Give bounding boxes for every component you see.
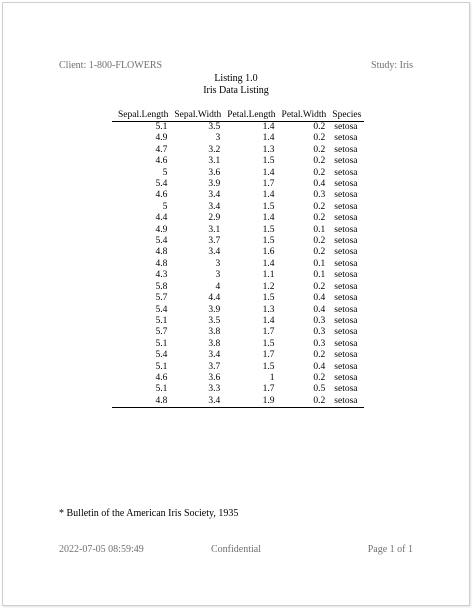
cell-sepal-width: 3 xyxy=(215,133,221,144)
cell-sepal-width: 3.8 xyxy=(208,327,221,338)
cell-species: setosa xyxy=(334,236,358,247)
cell-sepal-width: 3.7 xyxy=(208,361,221,372)
cell-petal-width: 0.4 xyxy=(313,179,326,190)
cell-species: setosa xyxy=(334,201,358,212)
cell-petal-width: 0.4 xyxy=(313,361,326,372)
table-row xyxy=(112,350,364,361)
cell-petal-width: 0.1 xyxy=(313,258,326,269)
iris-data-table xyxy=(112,109,364,408)
table-header-row xyxy=(112,109,364,122)
cell-petal-length: 1.2 xyxy=(262,281,275,292)
cell-species: setosa xyxy=(334,213,358,224)
table-row xyxy=(112,316,364,327)
cell-petal-length: 1.4 xyxy=(262,122,275,132)
study-label: Study: Iris xyxy=(371,60,413,71)
cell-sepal-width: 3.6 xyxy=(208,167,221,178)
cell-petal-width: 0.2 xyxy=(313,201,326,212)
cell-sepal-width: 3 xyxy=(215,270,221,281)
cell-sepal-width: 3.1 xyxy=(208,156,221,167)
cell-sepal-width: 3.4 xyxy=(208,247,221,258)
title-block xyxy=(3,73,469,97)
cell-sepal-width: 4 xyxy=(215,281,221,292)
footnote: * Bulletin of the American Iris Society, 1935 xyxy=(59,508,239,519)
cell-sepal-length: 4.9 xyxy=(155,224,168,235)
table-row xyxy=(112,156,364,167)
cell-petal-length: 1.4 xyxy=(262,213,275,224)
cell-petal-width: 0.4 xyxy=(313,304,326,315)
table-row xyxy=(112,327,364,338)
cell-sepal-width: 3.4 xyxy=(208,201,221,212)
cell-petal-width: 0.2 xyxy=(313,350,326,361)
cell-petal-length: 1.5 xyxy=(262,361,275,372)
cell-sepal-length: 4.3 xyxy=(155,270,168,281)
cell-species: setosa xyxy=(334,361,358,372)
cell-petal-length: 1.7 xyxy=(262,350,275,361)
cell-petal-width: 0.1 xyxy=(313,224,326,235)
cell-sepal-width: 3.5 xyxy=(208,315,221,326)
cell-sepal-length: 5.7 xyxy=(155,327,168,338)
cell-sepal-length: 4.6 xyxy=(155,372,168,383)
table-row xyxy=(112,270,364,281)
table-row xyxy=(112,145,364,156)
footer-confidential: Confidential xyxy=(211,544,261,555)
cell-species: setosa xyxy=(334,224,358,235)
cell-sepal-length: 4.4 xyxy=(155,213,168,224)
cell-petal-length: 1.4 xyxy=(262,133,275,144)
cell-petal-width: 0.2 xyxy=(313,281,326,292)
cell-species: setosa xyxy=(334,156,358,167)
cell-petal-width: 0.3 xyxy=(313,315,326,326)
cell-petal-length: 1.3 xyxy=(262,304,275,315)
cell-species: setosa xyxy=(334,304,358,315)
cell-petal-length: 1.1 xyxy=(262,270,275,281)
cell-sepal-width: 3.5 xyxy=(208,122,221,132)
cell-sepal-length: 5.1 xyxy=(155,384,168,395)
cell-petal-length: 1 xyxy=(269,372,275,383)
cell-petal-length: 1.9 xyxy=(224,396,278,408)
cell-sepal-width: 3.4 xyxy=(208,350,221,361)
footer-timestamp: 2022-07-05 08:59:49 xyxy=(59,544,144,555)
client-label: Client: 1-800-FLOWERS xyxy=(59,60,163,71)
cell-species: setosa xyxy=(334,258,358,269)
table-row xyxy=(112,384,364,395)
cell-species: setosa xyxy=(334,350,358,361)
cell-sepal-width: 4.4 xyxy=(208,293,221,304)
cell-petal-width: 0.1 xyxy=(313,270,326,281)
cell-petal-width: 0.2 xyxy=(313,213,326,224)
table-row xyxy=(112,247,364,258)
cell-petal-width: 0.5 xyxy=(313,384,326,395)
cell-sepal-length: 4.8 xyxy=(155,258,168,269)
cell-petal-length: 1.4 xyxy=(262,167,275,178)
cell-sepal-length: 4.8 xyxy=(155,247,168,258)
table-row xyxy=(112,282,364,293)
cell-petal-width: 0.2 xyxy=(313,122,326,132)
cell-sepal-length: 5.4 xyxy=(155,304,168,315)
cell-petal-width: 0.2 xyxy=(313,167,326,178)
cell-sepal-width: 3.9 xyxy=(208,304,221,315)
table-row xyxy=(112,168,364,179)
table-row xyxy=(112,122,364,134)
cell-petal-width: 0.2 xyxy=(313,372,326,383)
cell-species: setosa xyxy=(334,247,358,258)
cell-petal-length: 1.5 xyxy=(262,224,275,235)
report-page xyxy=(2,2,470,606)
cell-sepal-length: 4.6 xyxy=(155,190,168,201)
cell-petal-width: 0.3 xyxy=(313,327,326,338)
cell-species: setosa xyxy=(334,167,358,178)
cell-petal-width: 0.3 xyxy=(313,190,326,201)
cell-petal-length: 1.4 xyxy=(262,315,275,326)
table-row xyxy=(112,213,364,224)
cell-petal-length: 1.6 xyxy=(262,247,275,258)
cell-petal-length: 1.5 xyxy=(262,236,275,247)
cell-petal-length: 1.4 xyxy=(262,190,275,201)
table-row xyxy=(112,373,364,384)
cell-sepal-length: 4.9 xyxy=(155,133,168,144)
listing-title: Iris Data Listing xyxy=(203,85,269,96)
cell-species: setosa xyxy=(334,122,358,132)
cell-sepal-width: 3.7 xyxy=(208,236,221,247)
cell-species: setosa xyxy=(334,293,358,304)
cell-sepal-length: 5.4 xyxy=(155,236,168,247)
cell-sepal-length: 4.7 xyxy=(155,144,168,155)
table-row xyxy=(112,133,364,144)
cell-sepal-width: 3.6 xyxy=(208,372,221,383)
cell-species: setosa xyxy=(334,338,358,349)
cell-species: setosa xyxy=(334,133,358,144)
cell-sepal-width: 3.3 xyxy=(208,384,221,395)
column-header-species: Species xyxy=(329,109,364,122)
cell-petal-length: 1.5 xyxy=(262,201,275,212)
table-row xyxy=(112,362,364,373)
cell-sepal-length: 5 xyxy=(162,167,168,178)
column-header-petal-width: Petal.Width xyxy=(279,109,330,122)
table-row xyxy=(112,225,364,236)
cell-sepal-length: 5.7 xyxy=(155,293,168,304)
table-body xyxy=(112,122,364,408)
cell-species: setosa xyxy=(334,190,358,201)
cell-sepal-length: 5.1 xyxy=(155,361,168,372)
cell-sepal-width: 3.9 xyxy=(208,179,221,190)
cell-petal-length: 1.3 xyxy=(262,144,275,155)
table-row xyxy=(112,259,364,270)
table-row xyxy=(112,190,364,201)
cell-sepal-width: 2.9 xyxy=(208,213,221,224)
table-row xyxy=(112,202,364,213)
cell-petal-width: 0.2 xyxy=(279,396,330,408)
cell-species: setosa xyxy=(334,372,358,383)
cell-species: setosa xyxy=(334,270,358,281)
cell-sepal-width: 3.1 xyxy=(208,224,221,235)
cell-sepal-length: 5 xyxy=(162,201,168,212)
table-row xyxy=(112,293,364,304)
cell-sepal-length: 5.4 xyxy=(155,350,168,361)
cell-species: setosa xyxy=(334,384,358,395)
cell-species: setosa xyxy=(334,315,358,326)
column-header-sepal-width: Sepal.Width xyxy=(171,109,224,122)
listing-number: Listing 1.0 xyxy=(214,73,258,84)
cell-species: setosa xyxy=(334,281,358,292)
cell-petal-length: 1.7 xyxy=(262,179,275,190)
cell-petal-width: 0.2 xyxy=(313,247,326,258)
cell-sepal-width: 3.4 xyxy=(208,190,221,201)
cell-petal-length: 1.5 xyxy=(262,338,275,349)
table-row xyxy=(112,339,364,350)
cell-petal-length: 1.7 xyxy=(262,327,275,338)
cell-sepal-length: 4.8 xyxy=(112,396,171,408)
cell-petal-width: 0.3 xyxy=(313,338,326,349)
column-header-sepal-length: Sepal.Length xyxy=(112,109,171,122)
cell-petal-width: 0.4 xyxy=(313,293,326,304)
cell-sepal-width: 3.8 xyxy=(208,338,221,349)
cell-sepal-width: 3.4 xyxy=(171,396,224,408)
table-row xyxy=(112,396,364,408)
cell-petal-width: 0.2 xyxy=(313,133,326,144)
cell-petal-width: 0.2 xyxy=(313,156,326,167)
footer-page-number: Page 1 of 1 xyxy=(367,544,413,555)
cell-petal-length: 1.7 xyxy=(262,384,275,395)
cell-petal-length: 1.4 xyxy=(262,258,275,269)
cell-sepal-length: 5.1 xyxy=(155,122,168,132)
cell-species: setosa xyxy=(334,327,358,338)
cell-sepal-length: 5.1 xyxy=(155,338,168,349)
cell-sepal-length: 5.4 xyxy=(155,179,168,190)
cell-sepal-width: 3.2 xyxy=(208,144,221,155)
cell-petal-width: 0.2 xyxy=(313,144,326,155)
cell-petal-length: 1.5 xyxy=(262,293,275,304)
cell-petal-length: 1.5 xyxy=(262,156,275,167)
column-header-petal-length: Petal.Length xyxy=(224,109,278,122)
cell-species: setosa xyxy=(329,396,364,408)
cell-sepal-length: 5.1 xyxy=(155,315,168,326)
table-row xyxy=(112,305,364,316)
cell-species: setosa xyxy=(334,179,358,190)
cell-sepal-width: 3 xyxy=(215,258,221,269)
cell-species: setosa xyxy=(334,144,358,155)
table-row xyxy=(112,179,364,190)
cell-petal-width: 0.2 xyxy=(313,236,326,247)
table-row xyxy=(112,236,364,247)
cell-sepal-length: 4.6 xyxy=(155,156,168,167)
cell-sepal-length: 5.8 xyxy=(155,281,168,292)
